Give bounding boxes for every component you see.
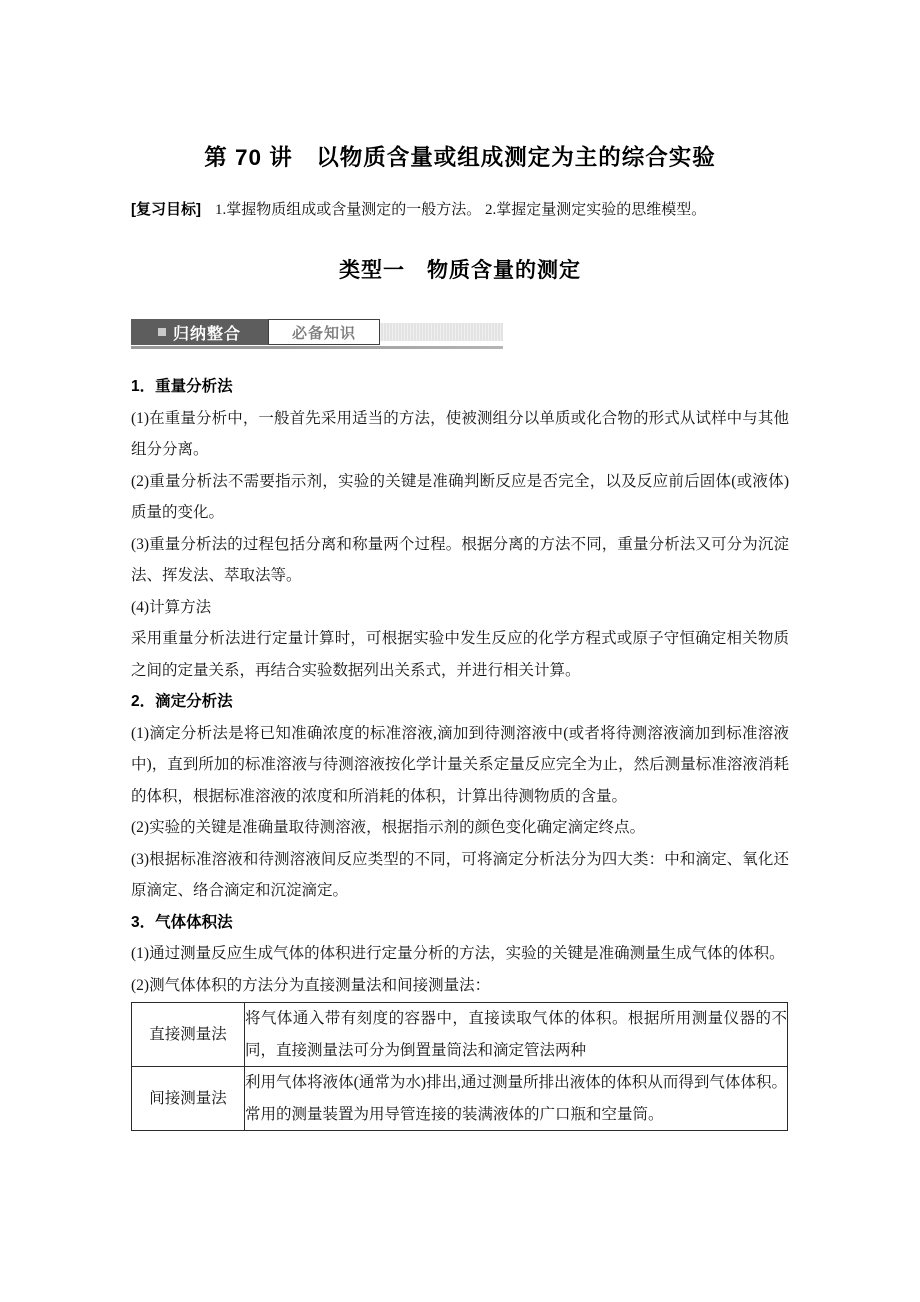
table-row: [132, 1003, 788, 1067]
content-paragraph: (1)通过测量反应生成气体的体积进行定量分析的方法，实验的关键是准确测量生成气体的体积。: [131, 945, 785, 962]
content-paragraph: (2)实验的关键是准确量取待测溶液，根据指示剂的颜色变化确定滴定终点。: [131, 819, 646, 836]
content-paragraph: (3)重量分析法的过程包括分离和称量两个过程。根据分离的方法不同，重量分析法又可分为沉淀法、挥发法、萃取法等。: [131, 535, 789, 584]
content-heading: 2．滴定分析法: [131, 693, 233, 710]
banner-decor-strip: [380, 323, 503, 341]
method-cell: 间接测量法: [132, 1067, 245, 1131]
banner-primary-label: 归纳整合: [172, 325, 241, 343]
page-title: 第 70 讲 以物质含量或组成测定为主的综合实验: [204, 145, 716, 170]
banner-underline: [131, 346, 503, 349]
review-objectives: [131, 199, 789, 221]
gas-volume-methods-table: [131, 1002, 788, 1131]
banner-secondary-label: 必备知识: [291, 324, 356, 342]
content-paragraph: 采用重量分析法进行定量计算时，可根据实验中发生反应的化学方程式或原子守恒确定相关物质之间的定量关系，再结合实验数据列出关系式，并进行相关计算。: [131, 630, 789, 679]
content-paragraph: (3)根据标准溶液和待测溶液间反应类型的不同，可将滴定分析法分为四大类：中和滴定、氧化还原滴定、络合滴定和沉淀滴定。: [131, 850, 789, 899]
description-cell: 利用气体将液体(通常为水)排出,通过测量所排出液体的体积从而得到气体体积。常用的测量装置为用导管连接的装满液体的广口瓶和空量筒。: [245, 1067, 788, 1131]
knowledge-banner: [131, 319, 503, 349]
content-paragraph: (1)在重量分析中，一般首先采用适当的方法，使被测组分以单质或化合物的形式从试样中与其他组分分离。: [131, 409, 789, 458]
square-bullet-icon: [158, 328, 166, 336]
section-title: 类型一 物质含量的测定: [339, 259, 581, 282]
description-cell: 将气体通入带有刻度的容器中，直接读取气体的体积。根据所用测量仪器的不同，直接测量法可分为倒置量筒法和滴定管法两种: [245, 1003, 788, 1067]
table-row: [132, 1067, 788, 1131]
content-paragraph: (2)测气体体积的方法分为直接测量法和间接测量法：: [131, 976, 491, 994]
method-cell: 直接测量法: [132, 1003, 245, 1067]
banner-tab-bibei-zhishi: [268, 319, 380, 345]
content-paragraph: (2)重量分析法不需要指示剂，实验的关键是准确判断反应是否完全，以及反应前后固体(或液体)质量的变化。: [131, 472, 789, 521]
banner-tab-guina-zhenghe: [131, 319, 268, 345]
content-heading: 3．气体体积法: [131, 913, 233, 931]
body-content: [131, 371, 789, 1131]
content-heading: 1．重量分析法: [131, 378, 233, 395]
objectives-text: 1.掌握物质组成或含量测定的一般方法。 2.掌握定量测定实验的思维模型。: [215, 202, 707, 218]
content-paragraph: (4)计算方法: [131, 598, 212, 616]
content-paragraph: (1)滴定分析法是将已知准确浓度的标准溶液,滴加到待测溶液中(或者将待测溶液滴加到标准溶液中)，直到所加的标准溶液与待测溶液按化学计量关系定量反应完全为止，然后测量标准溶液消耗的体积，根据标准溶液的浓度和所消耗的体积，计算出待测物质的含量。: [131, 724, 789, 805]
objectives-label: [复习目标]: [131, 201, 201, 218]
